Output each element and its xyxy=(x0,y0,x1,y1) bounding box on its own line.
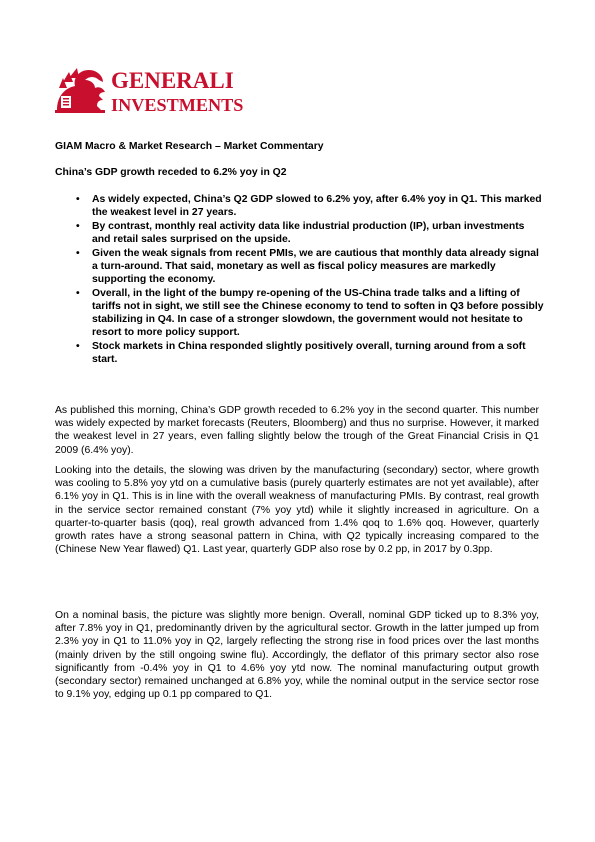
generali-logo xyxy=(55,66,265,118)
bullet-text: As widely expected, China’s Q2 GDP slowed to 6.2% yoy, after 6.4% yoy in Q1. This marked the weakest level in 27 years. xyxy=(92,194,542,218)
body-paragraph: Looking into the details, the slowing was driven by the manufacturing (secondary) sector, where growth was cooling to 5.8% yoy ytd on a cumulative basis (purely quarterly estimates are not yet available), after 6.1% yoy in Q1. This is in line with the overall weakness of manufacturing PMIs. By contrast, real growth in the service sector remained constant (7% yoy ytd) while it slightly increased in agriculture. On a quarter-to-quarter basis (qoq), real growth advanced from 1.4% qoq to 1.6% qoq. However, quarterly growth rates have a strong seasonal pattern in China, with Q2 typically increasing compared to the (Chinese New Year flawed) Q1. Last year, quarterly GDP also rose by 0.2 pp, in 2017 by 0.3pp. xyxy=(55,465,539,556)
list-item xyxy=(55,340,545,366)
key-points-list xyxy=(55,193,545,367)
list-item xyxy=(55,247,545,286)
brand-line2: INVESTMENTS xyxy=(111,95,244,115)
brand-line1: GENERALI xyxy=(111,68,234,93)
list-item xyxy=(55,220,545,246)
bullet-text: Given the weak signals from recent PMIs, we are cautious that monthly data already signal a turn-around. That said, monetary as well as fiscal policy measures are markedly supporting the economy. xyxy=(92,248,539,285)
bullet-text: By contrast, monthly real activity data like industrial production (IP), urban investments and retail sales surprised on the upside. xyxy=(92,221,525,245)
bullet-icon: • xyxy=(76,341,80,352)
lion-icon xyxy=(55,66,265,118)
bullet-text: Overall, in the light of the bumpy re-opening of the US-China trade talks and a lifting of tariffs not in sight, we still see the Chinese economy to tend to soften in Q3 before possibly stabilizing in Q4. In case of a stronger slowdown, the government would not hesitate to resort to more policy support. xyxy=(92,288,544,338)
list-item xyxy=(55,287,545,339)
body-paragraph: On a nominal basis, the picture was slightly more benign. Overall, nominal GDP ticked up to 8.3% yoy, after 7.8% yoy in Q1, predominantly driven by the agricultural sector. Growth in the latter jumped up from 2.3% yoy in Q1 to 11.0% yoy in Q2, largely reflecting the strong rise in food prices over the last months (mainly driven by the still ongoing swine flu). Accordingly, the deflator of this primary sector also rose significantly from -0.4% yoy in Q1 to 4.6% yoy ytd now. The nominal manufacturing output growth (secondary sector) remained unchanged at 6.8% yoy, while the nominal output in the service sector rose to 9.1% yoy, edging up 0.1 pp compared to Q1. xyxy=(55,610,539,701)
bullet-text: Stock markets in China responded slightly positively overall, turning around from a soft start. xyxy=(92,341,526,365)
body-paragraph: As published this morning, China’s GDP growth receded to 6.2% yoy in the second quarter. This number was widely expected by market forecasts (Reuters, Bloomberg) and thus no surprise. However, it marked the weakest level in 27 years, even falling slightly below the trough of the Great Financial Crisis in Q1 2009 (6.4% yoy). xyxy=(55,405,539,456)
bullet-icon: • xyxy=(76,221,80,232)
list-item xyxy=(55,193,545,219)
bullet-icon: • xyxy=(76,194,80,205)
bullet-icon: • xyxy=(76,288,80,299)
series-heading: GIAM Macro & Market Research – Market Commentary xyxy=(55,141,324,152)
bullet-icon: • xyxy=(76,248,80,259)
page-title: China’s GDP growth receded to 6.2% yoy in Q2 xyxy=(55,167,287,178)
